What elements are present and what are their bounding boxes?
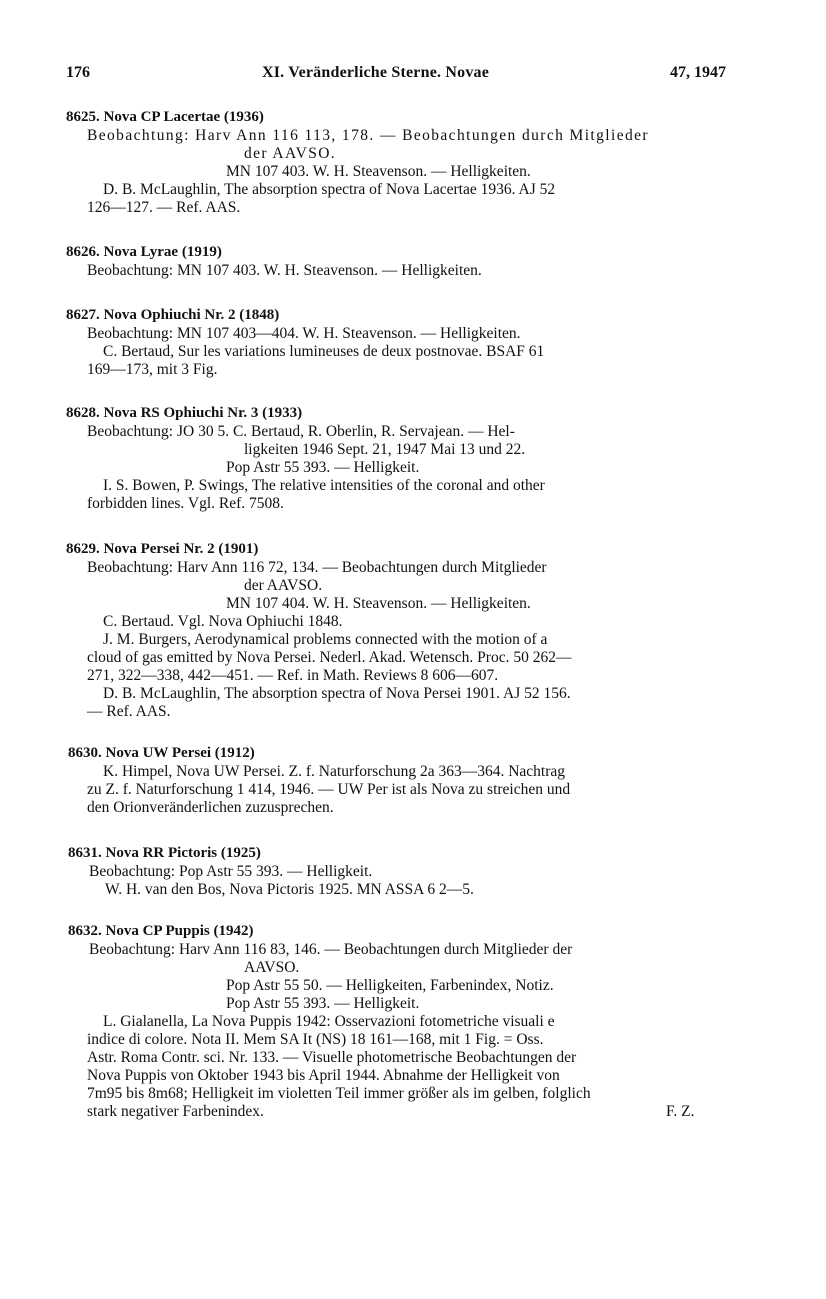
entry-line: 169—173, mit 3 Fig. [87,361,218,378]
entry-line: Beobachtung: Harv Ann 116 72, 134. — Beobachtungen durch Mitglieder [87,559,547,576]
entry-line: der AAVSO. [244,577,323,594]
entry-heading: 8627. Nova Ophiuchi Nr. 2 (1848) [66,307,280,323]
entry-line: Astr. Roma Contr. sci. Nr. 133. — Visuelle photometrische Beobachtungen der [87,1049,577,1066]
running-header [66,64,726,86]
entry-heading: 8629. Nova Persei Nr. 2 (1901) [66,541,259,557]
entry-line: D. B. McLaughlin, The absorption spectra of Nova Persei 1901. AJ 52 156. [103,685,571,702]
entry-line: Pop Astr 55 393. — Helligkeit. [226,995,420,1012]
entry-line: 271, 322—338, 442—451. — Ref. in Math. Reviews 8 606—607. [87,667,499,684]
entry-line: indice di colore. Nota II. Mem SA It (NS) 18 161—168, mit 1 Fig. = Oss. [87,1031,544,1048]
entry-heading: 8630. Nova UW Persei (1912) [68,745,255,761]
entry-heading: 8632. Nova CP Puppis (1942) [68,923,254,939]
entry-line: cloud of gas emitted by Nova Persei. Nederl. Akad. Wetensch. Proc. 50 262— [87,649,572,666]
entry-line: ligkeiten 1946 Sept. 21, 1947 Mai 13 und 22. [244,441,526,458]
entry-line: 7m95 bis 8m68; Helligkeit im violetten Teil immer größer als im gelben, folglich [87,1085,591,1102]
entry-line: C. Bertaud. Vgl. Nova Ophiuchi 1848. [103,613,343,630]
entry-line: K. Himpel, Nova UW Persei. Z. f. Naturforschung 2a 363—364. Nachtrag [103,763,566,780]
entry-line: L. Gialanella, La Nova Puppis 1942: Osservazioni fotometriche visuali e [103,1013,555,1030]
author-initials: F. Z. [666,1103,695,1120]
entry-line: Beobachtung: JO 30 5. C. Bertaud, R. Oberlin, R. Servajean. — Hel- [87,423,515,440]
entry-heading: 8628. Nova RS Ophiuchi Nr. 3 (1933) [66,405,303,421]
running-title: XI. Veränderliche Sterne. Novae [262,64,490,81]
entry-line: AAVSO. [244,959,300,976]
entry-line: Beobachtung: Harv Ann 116 113, 178. — Beobachtungen durch Mitglieder [87,127,649,144]
entry-line: Beobachtung: Harv Ann 116 83, 146. — Beobachtungen durch Mitglieder der [89,941,573,958]
entry-heading: 8631. Nova RR Pictoris (1925) [68,845,261,861]
entry-line: Pop Astr 55 50. — Helligkeiten, Farbenindex, Notiz. [226,977,554,994]
volume-year: 47, 1947 [670,64,726,81]
entry-heading: 8626. Nova Lyrae (1919) [66,244,222,260]
entry-line: 126—127. — Ref. AAS. [87,199,241,216]
entry-line: I. S. Bowen, P. Swings, The relative intensities of the coronal and other [103,477,545,494]
entry-line: C. Bertaud, Sur les variations lumineuses de deux postnovae. BSAF 61 [103,343,545,360]
entry-line: zu Z. f. Naturforschung 1 414, 1946. — UW Per ist als Nova zu streichen und [87,781,571,798]
entry-line: MN 107 403. W. H. Steavenson. — Helligkeiten. [226,163,531,180]
entry-line: stark negativer Farbenindex. [87,1103,264,1120]
entry-line: MN 107 404. W. H. Steavenson. — Helligkeiten. [226,595,531,612]
entry-line: Beobachtung: MN 107 403—404. W. H. Steavenson. — Helligkeiten. [87,325,521,342]
entry-line: D. B. McLaughlin, The absorption spectra of Nova Lacertae 1936. AJ 52 [103,181,556,198]
entry-line: Pop Astr 55 393. — Helligkeit. [226,459,420,476]
entry-line: den Orionveränderlichen zuzusprechen. [87,799,334,816]
entry-line: J. M. Burgers, Aerodynamical problems connected with the motion of a [103,631,548,648]
entry-heading: 8625. Nova CP Lacertae (1936) [66,109,264,125]
entry-line: der AAVSO. [244,145,337,162]
entry-line: forbidden lines. Vgl. Ref. 7508. [87,495,284,512]
page-number: 176 [66,64,90,81]
entry-line: Beobachtung: Pop Astr 55 393. — Helligkeit. [89,863,373,880]
entry-line: Nova Puppis von Oktober 1943 bis April 1944. Abnahme der Helligkeit von [87,1067,560,1084]
entry-line: W. H. van den Bos, Nova Pictoris 1925. MN ASSA 6 2—5. [105,881,474,898]
entry-line: — Ref. AAS. [87,703,171,720]
entry-line: Beobachtung: MN 107 403. W. H. Steavenson. — Helligkeiten. [87,262,482,279]
